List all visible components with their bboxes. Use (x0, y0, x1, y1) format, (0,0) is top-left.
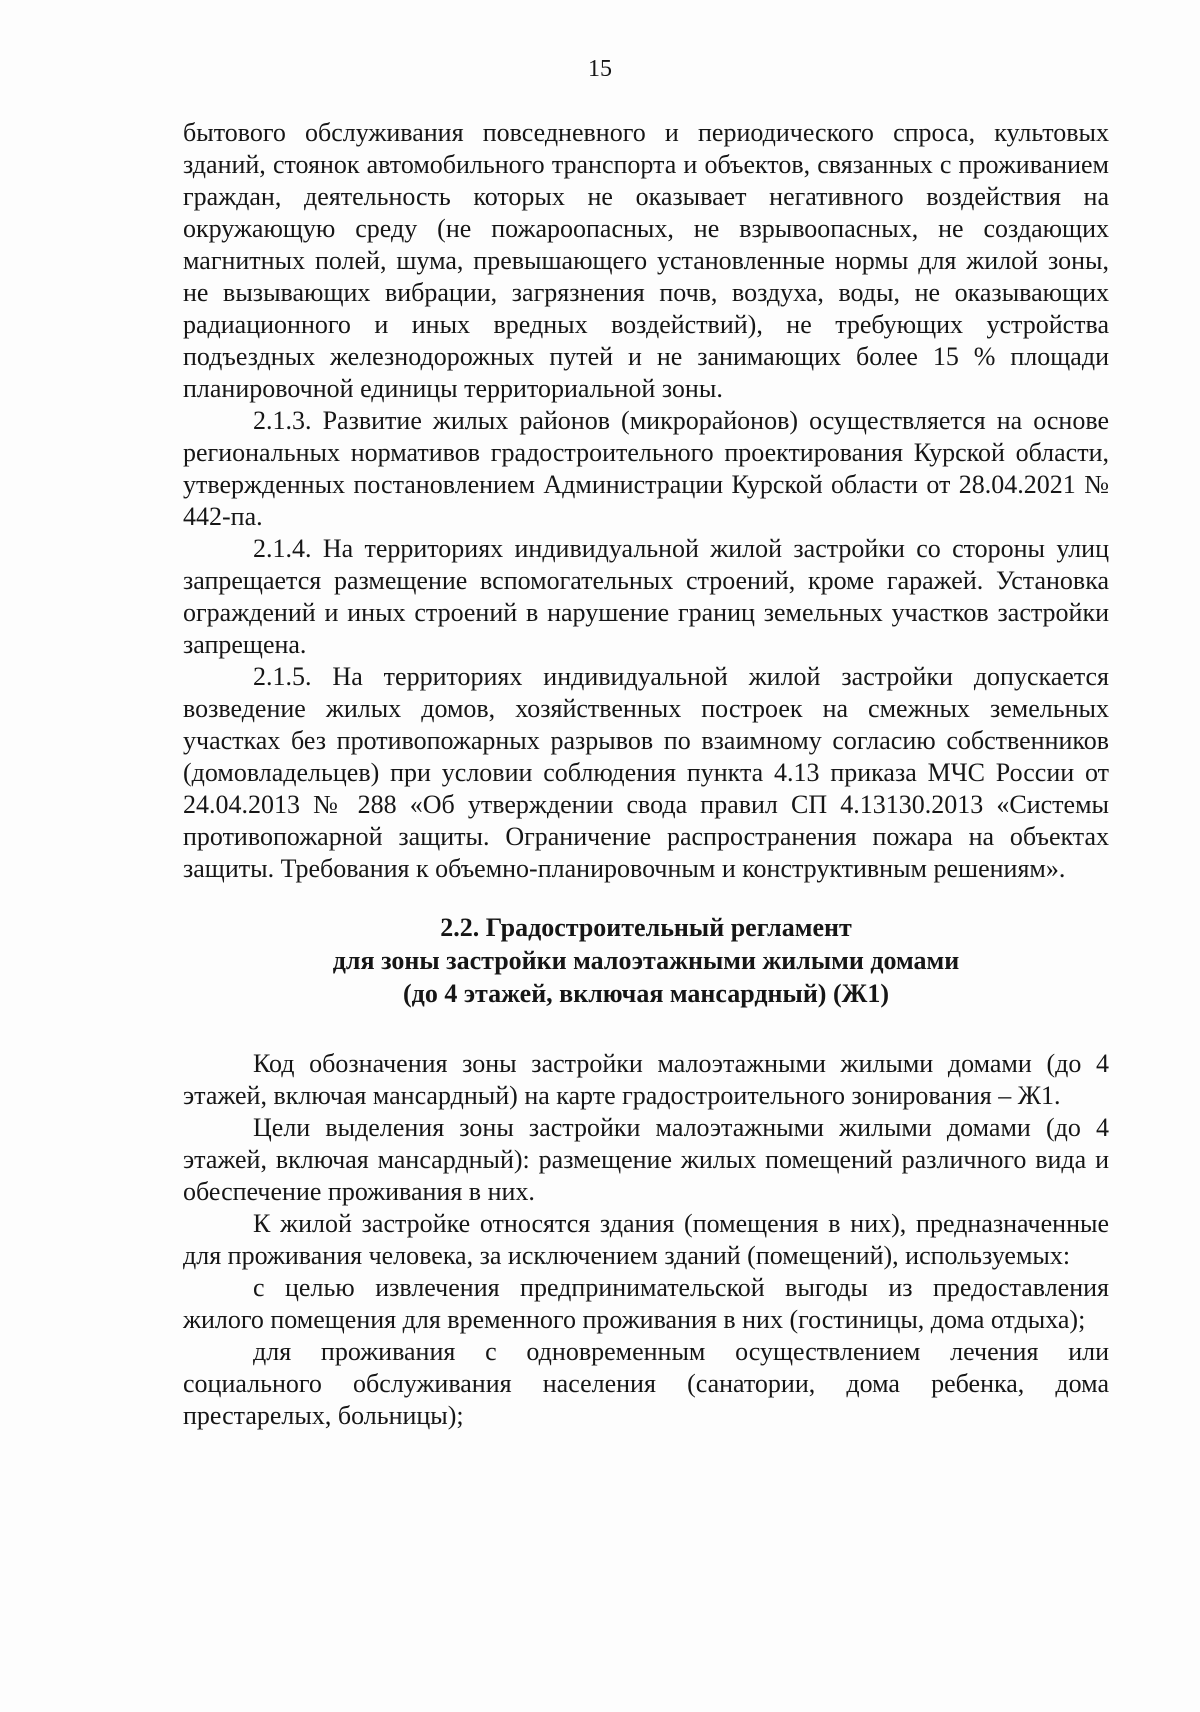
section-heading (183, 911, 1109, 1010)
paragraph-2-1-4: 2.1.4. На территориях индивидуальной жилой застройки со стороны улиц запрещается размещение вспомогательных строений, кроме гаражей. Установка ограждений и иных строений в нарушение границ земельных участков застройки запрещена. (183, 534, 1109, 659)
paragraph-2-1-3: 2.1.3. Развитие жилых районов (микрорайонов) осуществляется на основе региональных нормативов градостроительного проектирования Курской области, утвержденных постановлением Администрации Курской области от 28.04.2021 № 442-па. (183, 406, 1109, 531)
paragraph-continuation: бытового обслуживания повседневного и периодического спроса, культовых зданий, стоянок автомобильного транспорта и объектов, связанных с проживанием граждан, деятельность которых не оказывает негативного воздействия на окружающую среду (не пожароопасных, не взрывоопасных, не создающих магнитных полей, шума, превышающего установленные нормы для жилой зоны, не вызывающих вибрации, загрязнения почв, воздуха, воды, не оказывающих радиационного и иных вредных воздействий), не требующих устройства подъездных железнодорожных путей и не занимающих более 15 % площади планировочной единицы территориальной зоны. (183, 118, 1109, 403)
section-heading-line-2: для зоны застройки малоэтажными жилыми домами (332, 946, 960, 975)
paragraph-2-1-5: 2.1.5. На территориях индивидуальной жилой застройки допускается возведение жилых домов, хозяйственных построек на смежных земельных участках без противопожарных разрывов по взаимному согласию собственников (домовладельцев) при условии соблюдения пункта 4.13 приказа МЧС России от 24.04.2013 № 288 «Об утверждении свода правил СП 4.13130.2013 «Системы противопожарной защиты. Ограничение распространения пожара на объектах защиты. Требования к объемно-планировочным и конструктивным решениям». (183, 662, 1109, 883)
section-heading-line-1: 2.2. Градостроительный регламент (440, 913, 852, 942)
paragraph-zone-goals: Цели выделения зоны застройки малоэтажными жилыми домами (до 4 этажей, включая мансардный): размещение жилых помещений различного вида и обеспечение проживания в них. (183, 1113, 1109, 1206)
paragraph-exception-commercial: с целью извлечения предпринимательской выгоды из предоставления жилого помещения для временного проживания в них (гостиницы, дома отдыха); (183, 1273, 1109, 1334)
page-number: 15 (588, 56, 612, 82)
document-body (183, 117, 1109, 1432)
paragraph-exception-medical: для проживания с одновременным осуществлением лечения или социального обслуживания населения (санатории, дома ребенка, дома престарелых, больницы); (183, 1337, 1109, 1430)
section-heading-line-3: (до 4 этажей, включая мансардный) (Ж1) (403, 979, 889, 1008)
paragraph-zone-code: Код обозначения зоны застройки малоэтажными жилыми домами (до 4 этажей, включая мансардный) на карте градостроительного зонирования – Ж1. (183, 1049, 1109, 1110)
paragraph-residential-definition: К жилой застройке относятся здания (помещения в них), предназначенные для проживания человека, за исключением зданий (помещений), используемых: (183, 1209, 1109, 1270)
